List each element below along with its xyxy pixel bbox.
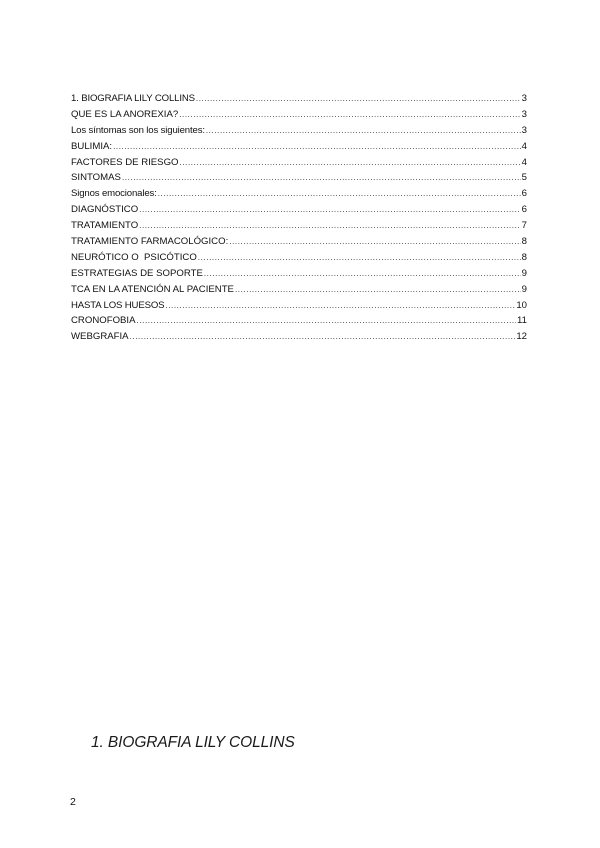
toc-entry[interactable]: [71, 123, 527, 139]
toc-entry-label: ESTRATEGIAS DE SOPORTE: [71, 267, 203, 279]
toc-entry[interactable]: [71, 155, 527, 171]
toc-entry-label: WEBGRAFIA: [71, 331, 129, 343]
toc-entry-page: 4: [521, 140, 527, 152]
toc-entry[interactable]: [71, 282, 527, 298]
toc-dot-leader: [165, 298, 515, 314]
toc-entry-label: TRATAMIENTO: [71, 220, 139, 232]
toc-dot-leader: [139, 218, 521, 234]
table-of-contents: [71, 91, 527, 345]
toc-entry[interactable]: [71, 329, 527, 345]
toc-dot-leader: [198, 250, 521, 266]
toc-entry-page: 12: [516, 331, 527, 343]
toc-dot-leader: [196, 91, 521, 107]
toc-entry-label: BULIMIA:: [71, 140, 113, 152]
toc-entry-page: 6: [521, 204, 527, 216]
toc-entry-label: Signos emocionales:: [71, 188, 157, 200]
toc-entry-page: 3: [521, 93, 527, 104]
toc-entry[interactable]: [71, 107, 527, 123]
toc-entry[interactable]: [71, 202, 527, 218]
toc-entry[interactable]: [71, 234, 527, 250]
toc-entry-label: Los síntomas son los siguientes:: [71, 124, 205, 136]
toc-entry[interactable]: [71, 186, 527, 202]
toc-entry-page: 9: [521, 283, 527, 295]
toc-dot-leader: [137, 313, 517, 329]
toc-entry-page: 11: [517, 315, 527, 327]
toc-entry[interactable]: [71, 139, 527, 155]
toc-entry-label: HASTA LOS HUESOS: [71, 299, 165, 311]
toc-entry[interactable]: [71, 298, 527, 314]
toc-entry-label: NEURÓTICO O PSICÓTICO: [71, 251, 197, 263]
toc-dot-leader: [130, 329, 516, 345]
toc-entry-label: DIAGNÓSTICO: [71, 204, 139, 216]
toc-entry-page: 4: [521, 156, 527, 168]
toc-entry-page: 3: [521, 108, 527, 120]
toc-entry-page: 9: [521, 267, 527, 279]
toc-entry-page: 8: [521, 251, 527, 263]
page-number: 2: [70, 796, 76, 808]
toc-entry-label: TRATAMIENTO FARMACOLÓGICO:: [71, 236, 229, 248]
toc-entry-label: CRONOFOBIA: [71, 315, 136, 327]
toc-entry[interactable]: [71, 218, 527, 234]
toc-entry-label: SINTOMAS: [71, 172, 121, 184]
toc-entry[interactable]: [71, 266, 527, 282]
toc-entry-page: 6: [521, 188, 527, 200]
toc-dot-leader: [122, 170, 521, 186]
toc-dot-leader: [158, 186, 521, 202]
toc-entry-label: TCA EN LA ATENCIÓN AL PACIENTE: [71, 283, 234, 295]
toc-entry-label: 1. BIOGRAFIA LILY COLLINS: [71, 93, 195, 104]
toc-entry-page: 5: [521, 172, 527, 184]
toc-dot-leader: [139, 202, 520, 218]
toc-entry-label: FACTORES DE RIESGO: [71, 156, 179, 168]
toc-dot-leader: [235, 282, 521, 298]
toc-dot-leader: [180, 155, 521, 171]
toc-dot-leader: [206, 123, 521, 139]
toc-entry[interactable]: [71, 91, 527, 107]
toc-entry-page: 3: [521, 124, 527, 136]
toc-dot-leader: [229, 234, 520, 250]
toc-entry-page: 8: [521, 236, 527, 248]
toc-dot-leader: [113, 139, 521, 155]
toc-entry-page: 7: [521, 220, 527, 232]
toc-entry[interactable]: [71, 250, 527, 266]
toc-entry[interactable]: [71, 170, 527, 186]
toc-entry-label: QUE ES LA ANOREXIA?: [71, 108, 179, 120]
toc-entry-page: 10: [516, 299, 527, 311]
toc-dot-leader: [179, 107, 520, 123]
toc-entry[interactable]: [71, 313, 527, 329]
toc-dot-leader: [204, 266, 521, 282]
section-heading: 1. BIOGRAFIA LILY COLLINS: [91, 734, 295, 751]
